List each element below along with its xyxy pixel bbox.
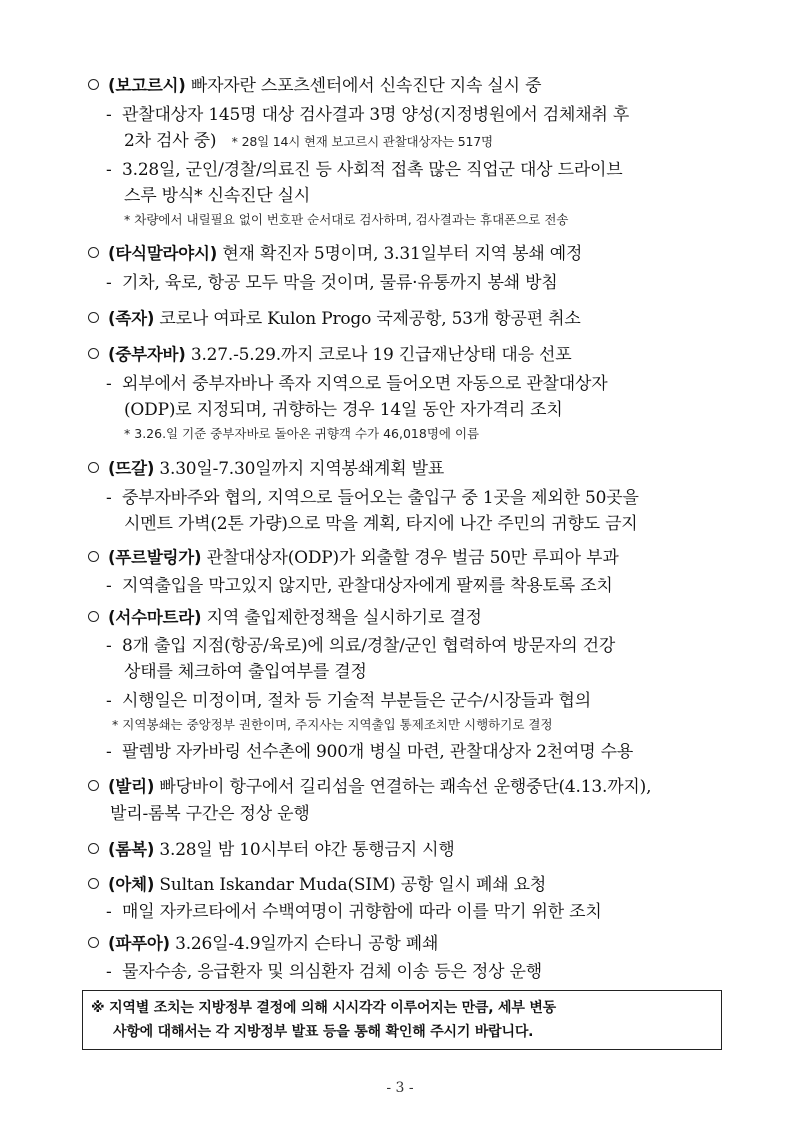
notice-box	[82, 990, 722, 1050]
region-label: (보고르시)	[108, 76, 186, 95]
asterisk: *	[124, 212, 131, 227]
circle-bullet-icon	[88, 937, 99, 948]
item-text: 현재 확진자 5명이며, 3.31일부터 지역 봉쇄 예정	[217, 244, 583, 264]
region-label: (서수마트라)	[108, 608, 202, 627]
circle-bullet-icon	[88, 878, 99, 889]
item-tegal	[88, 457, 444, 481]
region-label: (파푸아)	[108, 934, 170, 953]
item-text: 3.30일-7.30일까지 지역봉쇄계획 발표	[154, 459, 445, 479]
region-label: (푸르발링가)	[108, 548, 202, 567]
item-continued	[110, 802, 310, 826]
footnote-text: 3.26.일 기준 중부자바로 돌아온 귀향객 수가 46,018명에 이름	[134, 426, 480, 441]
item-text: 3.28일 밤 10시부터 야간 통행금지 시행	[154, 840, 455, 860]
sub-item	[106, 900, 602, 924]
region-label: (뜨갈)	[108, 459, 155, 478]
region-label: (발리)	[108, 777, 155, 796]
sub-item-continued	[124, 129, 493, 153]
footnote-text: 지역봉쇄는 중앙정부 권한이며, 주지사는 지역출입 통제조치만 시행하기로 결정	[122, 717, 553, 732]
sub-text: 8개 출입 지점(항공/육로)에 의료/경찰/군인 협력하여 방문자의 건강	[122, 636, 616, 656]
circle-bullet-icon	[88, 348, 99, 359]
item-text: 관찰대상자(ODP)가 외출할 경우 벌금 50만 루피아 부과	[201, 548, 619, 568]
sub-item	[106, 271, 558, 295]
reference-mark: ※	[91, 1000, 105, 1016]
footnote	[232, 134, 493, 149]
sub-item-continued	[124, 512, 638, 536]
page-number: - 3 -	[386, 1080, 414, 1096]
circle-bullet-icon	[88, 79, 99, 90]
item-text: 빠자자란 스포츠센터에서 신속진단 지속 실시 중	[185, 76, 542, 96]
sub-text: 외부에서 중부자바나 족자 지역으로 들어오면 자동으로 관찰대상자	[122, 374, 608, 394]
dash-bullet: -	[106, 273, 112, 293]
dash-bullet: -	[106, 691, 112, 711]
sub-item-continued	[124, 398, 563, 422]
region-label: (롬복)	[108, 840, 155, 859]
item-papua	[88, 932, 438, 956]
item-text: 코로나 여파로 Kulon Progo 국제공항, 53개 항공편 취소	[154, 309, 581, 329]
sub-item	[106, 103, 629, 127]
sub-text: 시멘트 가벽(2톤 가량)으로 막을 계획, 타지에 나간 주민의 귀향도 금지	[124, 514, 638, 534]
sub-text: 시행일은 미정이며, 절차 등 기술적 부분들은 군수/시장들과 협의	[122, 691, 591, 711]
sub-item	[106, 486, 639, 510]
notice-line-1	[91, 997, 556, 1019]
circle-bullet-icon	[88, 611, 99, 622]
item-yogyakarta	[88, 307, 581, 331]
sub-text: 2차 검사 중)	[124, 131, 217, 151]
item-text: Sultan Iskandar Muda(SIM) 공항 일시 폐쇄 요청	[154, 875, 547, 895]
region-label: (타식말라야시)	[108, 244, 218, 263]
sub-text: 지역출입을 막고있지 않지만, 관찰대상자에게 팔찌를 착용토록 조치	[122, 576, 613, 596]
sub-text: 매일 자카르타에서 수백여명이 귀향함에 따라 이를 막기 위한 조치	[122, 902, 602, 922]
asterisk: *	[112, 717, 119, 732]
item-text: 지역 출입제한정책을 실시하기로 결정	[201, 608, 482, 628]
sub-text: 기차, 육로, 항공 모두 막을 것이며, 물류·유통까지 봉쇄 방침	[122, 273, 558, 293]
sub-text: 팔렘방 자카바링 선수촌에 900개 병실 마련, 관찰대상자 2천여명 수용	[122, 742, 634, 762]
sub-text: 상태를 체크하여 출입여부를 결정	[124, 662, 367, 682]
sub-item	[106, 574, 613, 598]
notice-text: 지역별 조치는 지방정부 결정에 의해 시시각각 이루어지는 만큼, 세부 변동	[104, 1000, 556, 1016]
footnote	[124, 210, 569, 230]
item-bali	[88, 775, 651, 799]
region-label: (아체)	[108, 875, 155, 894]
circle-bullet-icon	[88, 312, 99, 323]
footnote	[112, 715, 553, 735]
item-purbalingga	[88, 546, 619, 570]
sub-text: 물자수송, 응급환자 및 의심환자 검체 이송 등은 정상 운행	[122, 962, 542, 982]
circle-bullet-icon	[88, 247, 99, 258]
circle-bullet-icon	[88, 462, 99, 473]
sub-item	[106, 634, 615, 658]
sub-item	[106, 740, 633, 764]
circle-bullet-icon	[88, 551, 99, 562]
sub-text: (ODP)로 지정되며, 귀향하는 경우 14일 동안 자가격리 조치	[124, 400, 563, 420]
dash-bullet: -	[106, 488, 112, 508]
sub-item-continued	[124, 660, 367, 684]
item-lombok	[88, 838, 455, 862]
sub-item-continued	[124, 184, 310, 208]
footnote	[124, 424, 479, 444]
dash-bullet: -	[106, 902, 112, 922]
item-aceh	[88, 873, 546, 897]
asterisk: *	[231, 134, 238, 149]
footnote-text: 28일 14시 현재 보고르시 관찰대상자는 517명	[241, 134, 493, 149]
sub-item	[106, 158, 623, 182]
dash-bullet: -	[106, 160, 112, 180]
item-text: 빠당바이 항구에서 길리섬을 연결하는 쾌속선 운행중단(4.13.까지),	[154, 777, 652, 797]
sub-item	[106, 689, 591, 713]
item-bogor	[88, 74, 541, 98]
item-text: 3.26일-4.9일까지 슨타니 공항 폐쇄	[169, 934, 439, 954]
item-tasikmalaya	[88, 242, 582, 266]
item-west-sumatra	[88, 606, 482, 630]
dash-bullet: -	[106, 576, 112, 596]
sub-text: 중부자바주와 협의, 지역으로 들어오는 출입구 중 1곳을 제외한 50곳을	[122, 488, 639, 508]
region-label: (중부자바)	[108, 345, 186, 364]
sub-text: 3.28일, 군인/경찰/의료진 등 사회적 접촉 많은 직업군 대상 드라이브	[122, 160, 623, 180]
notice-text: 사항에 대해서는 각 지방정부 발표 등을 통해 확인해 주시기 바랍니다.	[113, 1024, 534, 1040]
sub-text: 스루 방식* 신속진단 실시	[124, 186, 311, 206]
circle-bullet-icon	[88, 843, 99, 854]
item-text: 3.27.-5.29.까지 코로나 19 긴급재난상태 대응 선포	[185, 345, 572, 365]
asterisk: *	[124, 426, 131, 441]
circle-bullet-icon	[88, 780, 99, 791]
notice-line-2	[113, 1021, 533, 1043]
dash-bullet: -	[106, 105, 112, 125]
dash-bullet: -	[106, 962, 112, 982]
item-text: 발리-롬복 구간은 정상 운행	[110, 804, 310, 824]
sub-item	[106, 960, 542, 984]
sub-item	[106, 372, 607, 396]
sub-text: 관찰대상자 145명 대상 검사결과 3명 양성(지정병원에서 검체채취 후	[122, 105, 630, 125]
item-central-java	[88, 343, 571, 367]
dash-bullet: -	[106, 636, 112, 656]
region-label: (족자)	[108, 309, 155, 328]
footnote-text: 차량에서 내릴필요 없이 번호판 순서대로 검사하며, 검사결과는 휴대폰으로 전송	[134, 212, 569, 227]
dash-bullet: -	[106, 374, 112, 394]
dash-bullet: -	[106, 742, 112, 762]
